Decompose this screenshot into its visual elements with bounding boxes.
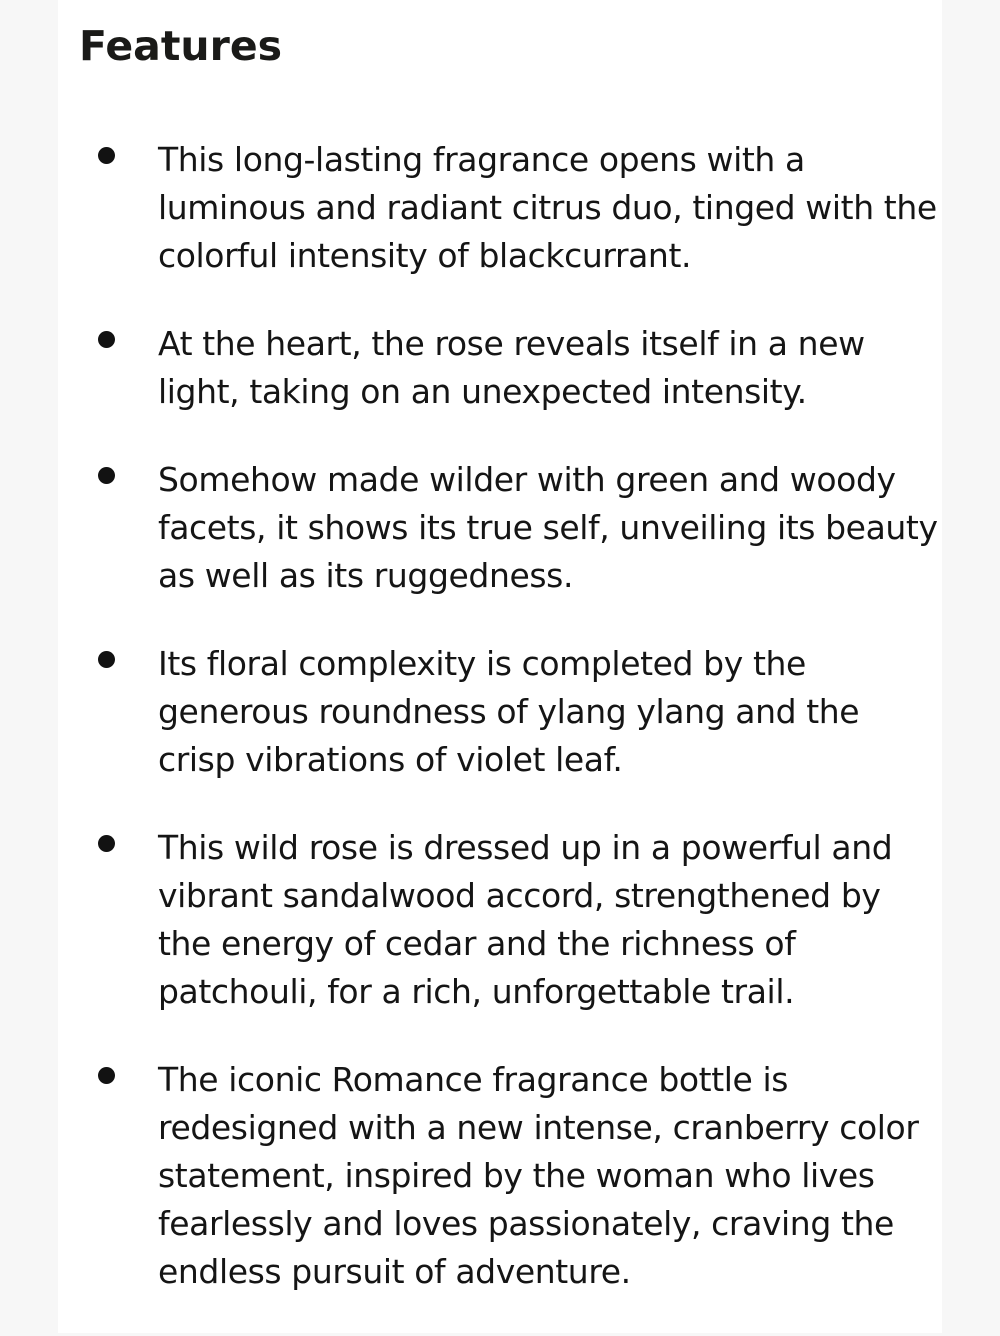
features-list bbox=[0, 136, 1000, 1336]
list-item bbox=[0, 640, 938, 784]
bullet-icon bbox=[98, 651, 115, 668]
bullet-icon bbox=[98, 467, 115, 484]
feature-text: This long-lasting fragrance opens with a luminous and radiant citrus duo, tinged with the colorful intensity of blackcurrant. bbox=[158, 140, 937, 275]
bullet-icon bbox=[98, 331, 115, 348]
feature-text: At the heart, the rose reveals itself in a new light, taking on an unexpected intensity. bbox=[158, 324, 865, 411]
feature-text: The iconic Romance fragrance bottle is redesigned with a new intense, cranberry color statement, inspired by the woman who lives fearlessly and loves passionately, craving the endless pursuit of adventure. bbox=[158, 1060, 919, 1291]
bullet-icon bbox=[98, 147, 115, 164]
section-title: Features bbox=[79, 22, 283, 70]
feature-text: This wild rose is dressed up in a powerful and vibrant sandalwood accord, strengthened by the energy of cedar and the richness of patchouli, for a rich, unforgettable trail. bbox=[158, 828, 893, 1011]
feature-text: Its floral complexity is completed by the generous roundness of ylang ylang and the crisp vibrations of violet leaf. bbox=[158, 644, 860, 779]
list-item bbox=[0, 136, 938, 280]
feature-text: Somehow made wilder with green and woody facets, it shows its true self, unveiling its beauty as well as its ruggedness. bbox=[158, 460, 938, 595]
bullet-icon bbox=[98, 1067, 115, 1084]
list-item bbox=[0, 320, 938, 416]
bullet-icon bbox=[98, 835, 115, 852]
list-item bbox=[0, 824, 938, 1016]
list-item bbox=[0, 1056, 938, 1296]
list-item bbox=[0, 456, 938, 600]
